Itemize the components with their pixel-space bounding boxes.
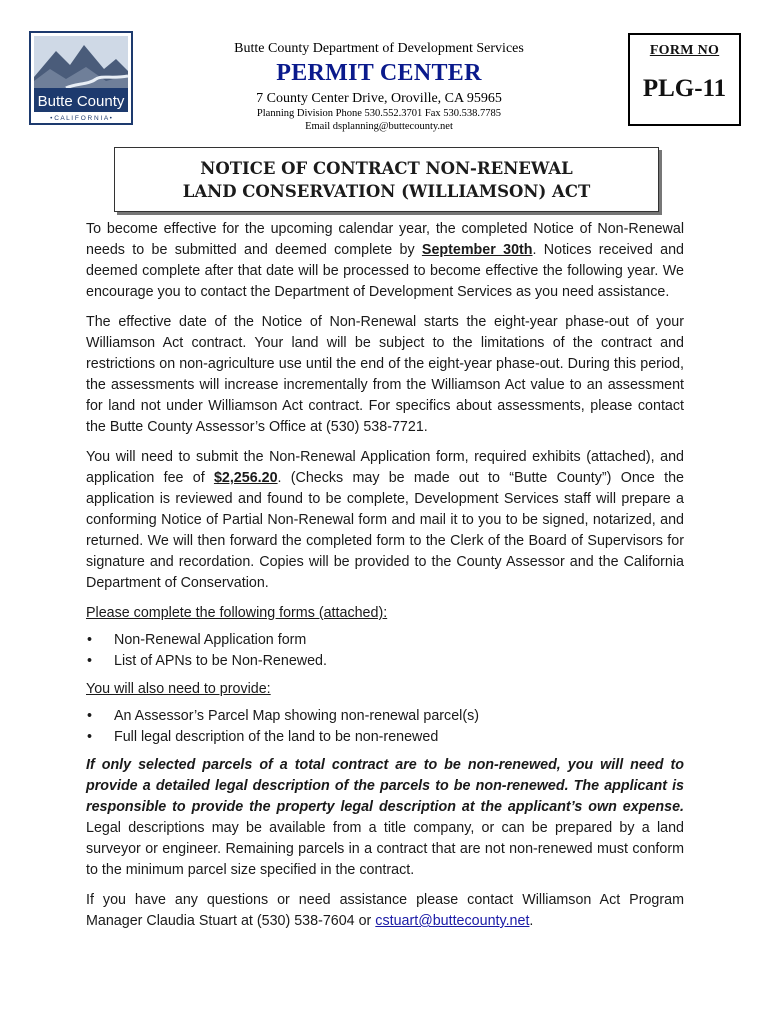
provide-heading: You will also need to provide: — [86, 681, 271, 697]
deadline-date: September 30th — [421, 242, 533, 258]
provide-list — [86, 706, 684, 748]
address: 7 County Center Drive, Oroville, CA 95965 — [256, 91, 502, 106]
application-fee: $2,256.20 — [213, 470, 278, 486]
paragraph-legal-description: If only selected parcels of a total contract are to be non-renewed, you will need to provide a detailed legal description of the parcels to be non-renewed. The applicant is responsible to provide the property legal description at the applicant’s own expense. Legal descriptions may be available from a title company, or can be prepared by a land surveyor or engineer. Remaining parcels in a contract that are not non-renewed must conform to the minimum parcel size specified in the contract. — [86, 757, 684, 878]
bullet-icon: • — [87, 653, 93, 669]
bullet-icon: • — [87, 632, 93, 648]
list-item: • An Assessor’s Parcel Map showing non-renewal parcel(s) — [86, 706, 684, 727]
list-item: • Full legal description of the land to be non-renewed — [86, 727, 684, 748]
forms-list — [86, 630, 684, 672]
page-title: PERMIT CENTER — [276, 60, 482, 86]
forms-heading: Please complete the following forms (attached): — [86, 605, 388, 621]
paragraph-effective-date: The effective date of the Notice of Non-Renewal starts the eight-year phase-out of your Williamson Act contract. Your land will be subject to the limitations of the contract and restrictions on non-agriculture use until the end of the eight-year phase-out. During this period, the assessments will increase incrementally from the Williamson Act value to an assessment for land not under Williamson Act contract. For specifics about assessments, please contact the Butte County Assessor’s Office at (530) 538-7721. — [86, 314, 684, 435]
form-label: FORM NO — [649, 43, 720, 58]
logo-subtext: • C A L I F O R N I A • — [50, 115, 112, 122]
form-number: PLG-11 — [642, 75, 727, 102]
list-item: • Non-Renewal Application form — [86, 630, 684, 651]
department-name: Butte County Department of Development Services — [234, 41, 524, 56]
contact-email-link[interactable]: cstuart@buttecounty.net — [375, 913, 530, 929]
notice-title-box — [114, 147, 659, 212]
bullet-icon: • — [87, 708, 93, 724]
legal-warning: If only selected parcels of a total contract are to be non-renewed, you will need to provide a detailed legal description of the parcels to be non-renewed. The applicant is responsible to provide the property legal description at the applicant’s own expense. — [86, 757, 684, 815]
list-item: • List of APNs to be Non-Renewed. — [86, 651, 684, 672]
paragraph-contact: If you have any questions or need assistance please contact Williamson Act Program Manager Claudia Stuart at (530) 538-7604 or cstuart@buttecounty.net. — [86, 892, 684, 929]
notice-title-line2: LAND CONSERVATION (WILLIAMSON) ACT — [182, 182, 591, 201]
bullet-icon: • — [87, 729, 93, 745]
notice-title-line1: NOTICE OF CONTRACT NON-RENEWAL — [200, 159, 573, 178]
paragraph-intro: To become effective for the upcoming calendar year, the completed Notice of Non-Renewal needs to be submitted and deemed complete by September 30th. Notices received and deemed complete after that date will be processed to become effective the following year. We encourage you to contact the Department of Development Services as you need assistance. — [86, 221, 684, 300]
butte-county-logo — [26, 29, 136, 129]
form-number-box — [628, 33, 741, 126]
email-line: Email dsplanning@buttecounty.net — [305, 121, 453, 132]
logo-text: Butte County — [37, 93, 125, 110]
phone-fax: Planning Division Phone 530.552.3701 Fax 530.538.7785 — [256, 108, 502, 119]
paragraph-submission: You will need to submit the Non-Renewal Application form, required exhibits (attached), and application fee of $2,256.20. (Checks may be made out to “Butte County”) Once the application is reviewed and found to be complete, Development Services staff will prepare a conforming Notice of Partial Non-Renewal form and mail it to you to be signed, notarized, and returned. We will then forward the completed form to the Clerk of the Board of Supervisors for signature and recordation. Copies will be provided to the County Assessor and the California Department of Conservation. — [86, 449, 684, 591]
document-body — [86, 219, 684, 941]
header-block — [170, 40, 588, 133]
